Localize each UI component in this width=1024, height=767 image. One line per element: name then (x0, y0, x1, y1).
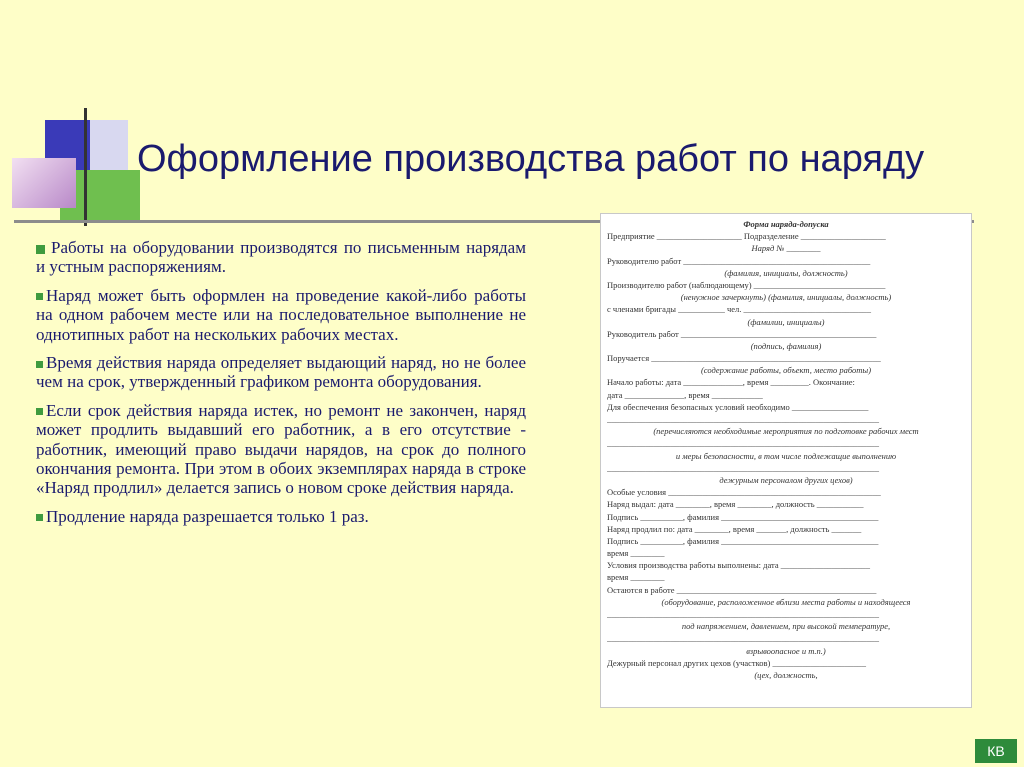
deco-vertical-line (84, 108, 87, 226)
form-line: дата ______________, время ____________ (607, 389, 763, 400)
form-line: Производителю работ (наблюдающему) _______________________________ (607, 279, 886, 290)
paragraph-2: Наряд может быть оформлен на проведение какой-либо работы на одном рабочем месте или на последовательное выполнение не однотипных работ на нескольких рабочих местах. (36, 285, 526, 344)
form-line: Подпись __________, фамилия _____________________________________ (607, 535, 879, 546)
form-line: (фамилии, инициалы) (747, 316, 825, 327)
footer-badge: КВ (975, 739, 1017, 763)
bullet-icon (36, 514, 43, 521)
form-line: Руководителю работ ____________________________________________ (607, 255, 871, 266)
form-line: Особые условия __________________________________________________ (607, 487, 881, 498)
form-line: Условия производства работы выполнены: дата _____________________ (607, 560, 870, 571)
form-line: Начало работы: дата ______________, время _________. Окончание: (607, 377, 855, 388)
body-text (36, 238, 526, 535)
form-line: (цех, должность, (754, 669, 818, 680)
form-line: (содержание работы, объект, место работы) (700, 365, 872, 376)
paragraph-1: Работы на оборудовании производятся по письменным нарядам и устным распоряжениям. (36, 238, 526, 277)
form-heading: Форма наряда-допуска (743, 219, 829, 229)
form-line: Остаются в работе _______________________________________________ (607, 584, 877, 595)
form-line: Подпись __________, фамилия _____________________________________ (607, 511, 879, 522)
form-line: (фамилия, инициалы, должность) (724, 267, 848, 278)
form-line: и меры безопасности, в том числе подлежащие выполнению (675, 450, 897, 461)
form-line: Наряд выдал: дата ________, время ________, должность ___________ (607, 499, 864, 510)
form-line: ________________________________________________________________ (607, 462, 879, 473)
form-line: (оборудование, расположенное вблизи места работы и находящееся (661, 596, 911, 607)
form-line: ________________________________________________________________ (607, 414, 879, 424)
slide-title: Оформление производства работ по наряду (137, 138, 925, 180)
form-line: Дежурный персонал других цехов (участков) ______________________ (607, 657, 867, 668)
form-line: Поручается ______________________________________________________ (607, 353, 881, 364)
deco-pink-square (12, 158, 76, 208)
form-line: с членами бригады ___________ чел. ______________________________ (607, 304, 872, 315)
form-line: Руководитель работ ______________________________________________ (607, 328, 877, 339)
form-line: взрывоопасное и т.п.) (746, 645, 826, 656)
work-permit-form (600, 213, 972, 708)
form-line: ________________________________________________________________ (607, 609, 879, 619)
paragraph-3: Время действия наряда определяет выдающий наряд, но не более чем на срок, утвержденный графиком ремонта оборудования. (36, 353, 526, 392)
form-line: ________________________________________________________________ (607, 438, 879, 449)
form-line: (подпись, фамилия) (750, 340, 822, 351)
bullet-icon (36, 408, 43, 415)
form-line: под напряжением, давлением, при высокой температуре, (681, 621, 891, 632)
form-line: Наряд № ________ (751, 243, 821, 254)
bullet-icon (36, 361, 43, 368)
form-line: (перечисляются необходимые мероприятия по подготовке рабочих мест (653, 426, 919, 437)
paragraph-4: Если срок действия наряда истек, но ремонт не закончен, наряд может продлить выдавший его работник, а в его отсутствие - работник, имеющий право выдачи нарядов, на срок до полного окончания ремонта. При этом в обоих экземплярах наряда в строке «Наряд продлил» делается запись о новом сроке действия наряда. (36, 400, 526, 498)
form-line: время ________ (607, 548, 665, 559)
form-line: (ненужное зачеркнуть) (фамилия, инициалы, должность) (680, 292, 892, 303)
form-line: время ________ (607, 572, 665, 583)
form-line: Для обеспечения безопасных условий необходимо __________________ (607, 401, 869, 412)
paragraph-5: Продление наряда разрешается только 1 раз. (36, 507, 526, 526)
form-line: Наряд продлил по: дата ________, время _______, должность _______ (607, 523, 862, 534)
bullet-icon (36, 245, 45, 254)
form-line: ________________________________________________________________ (607, 633, 879, 644)
form-line: дежурным персоналом других цехов) (719, 474, 853, 485)
bullet-icon (36, 293, 43, 300)
form-line: Предприятие ____________________ Подразделение ____________________ (607, 231, 886, 242)
